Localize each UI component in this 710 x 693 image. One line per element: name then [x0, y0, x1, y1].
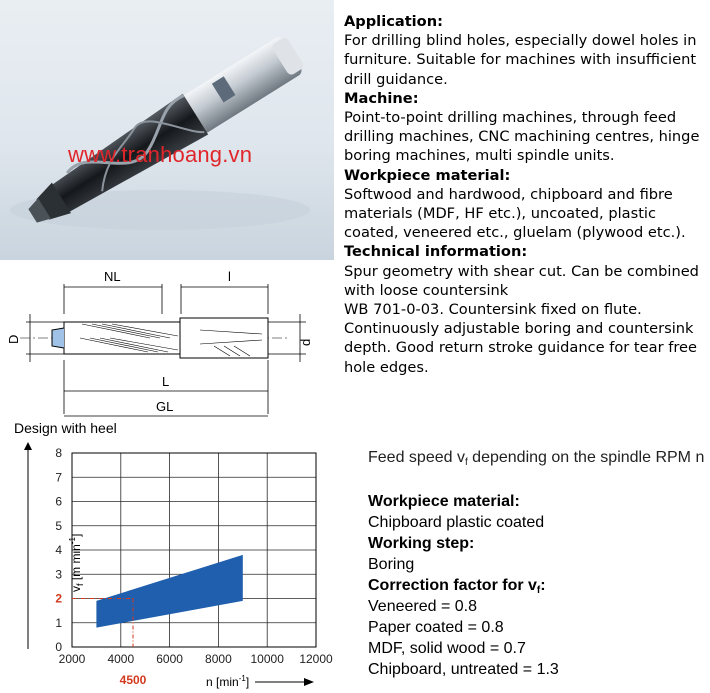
technical-drawing — [0, 264, 336, 424]
drill-tip — [52, 328, 64, 348]
x-tick-label: 12000 — [299, 652, 333, 666]
heel-caption: Design with heel — [14, 420, 117, 436]
y-tick-label: 6 — [55, 494, 62, 509]
x-tick-label: 2000 — [58, 652, 86, 666]
material-value: Chipboard plastic coated — [368, 514, 545, 531]
step-heading: Working step: — [368, 535, 475, 552]
machine-text: Point-to-point drilling machines, through feed drilling machines, CNC machining centres, hinge boring machines, multi spindle units. — [344, 109, 700, 165]
technical-line-3: Continuously adjustable boring and countersink depth. Good return stroke guidance for tear free hole edges. — [344, 320, 697, 376]
technical-line-1: Spur geometry with shear cut. Can be combined with loose countersink — [344, 262, 699, 299]
factor-mdf: MDF, solid wood = 0.7 — [368, 640, 526, 657]
y-tick-label: 5 — [55, 518, 62, 533]
d-small-label: d — [298, 338, 313, 346]
drill-bit-image — [0, 0, 334, 260]
feed-speed-chart — [0, 440, 340, 693]
feed-speed-caption: Feed speed $v_f$ depending on the spindle RPM n — [368, 449, 705, 468]
marker-x-label: 4500 — [119, 673, 147, 687]
y-tick-label: 1 — [55, 615, 62, 630]
factor-veneered: Veneered = 0.8 — [368, 598, 477, 615]
factor-chipboard: Chipboard, untreated = 1.3 — [368, 661, 559, 678]
l-big-label: L — [162, 374, 170, 389]
x-tick-label: 8000 — [205, 652, 232, 666]
watermark-text: www.tranhoang.vn — [68, 142, 253, 167]
correction-heading: Correction factor for $v_f$: — [368, 577, 546, 596]
y-axis-arrow-head — [24, 442, 32, 450]
y-tick-label: 7 — [55, 470, 62, 485]
x-axis-arrow-head — [304, 678, 314, 686]
application-heading: Application: — [344, 13, 443, 30]
y-axis-label: $v_f$ [m $\min^{-1}$] — [68, 533, 85, 592]
x-tick-label: 10000 — [250, 652, 284, 666]
technical-heading: Technical information: — [344, 243, 528, 261]
x-tick-label: 4000 — [107, 652, 135, 666]
material-heading: Workpiece material: — [368, 493, 520, 510]
machine-heading: Machine: — [344, 89, 419, 107]
y-tick-label: 8 — [55, 446, 62, 460]
y-tick-label: 3 — [55, 567, 62, 582]
y-tick-label: 2 — [55, 591, 62, 606]
product-description — [344, 12, 704, 377]
technical-line-2: WB 701-0-03. Countersink fixed on flute. — [344, 301, 642, 319]
step-value: Boring — [368, 556, 415, 573]
feed-info-panel — [368, 447, 708, 680]
gl-label: GL — [156, 399, 174, 414]
workpiece-heading: Workpiece material: — [344, 166, 511, 184]
y-tick-label: 4 — [55, 543, 62, 557]
x-tick-label: 6000 — [156, 652, 183, 666]
l-small-label: l — [228, 269, 231, 284]
factor-paper-coated: Paper coated = 0.8 — [368, 619, 504, 636]
application-text: For drilling blind holes, especially dowel holes in furniture. Suitable for machines with insufficient drill guidance. — [344, 32, 697, 88]
nl-label: NL — [104, 269, 121, 284]
x-axis-label: n $[\min^{-1}]$ — [206, 674, 250, 689]
workpiece-text: Softwood and hardwood, chipboard and fibre materials (MDF, HF etc.), uncoated, plastic coated, veneered etc., gluelam (plywood etc.). — [344, 185, 686, 242]
product-photo — [0, 0, 334, 260]
d-big-label: D — [6, 334, 21, 344]
y-tick-label: 0 — [55, 640, 62, 654]
